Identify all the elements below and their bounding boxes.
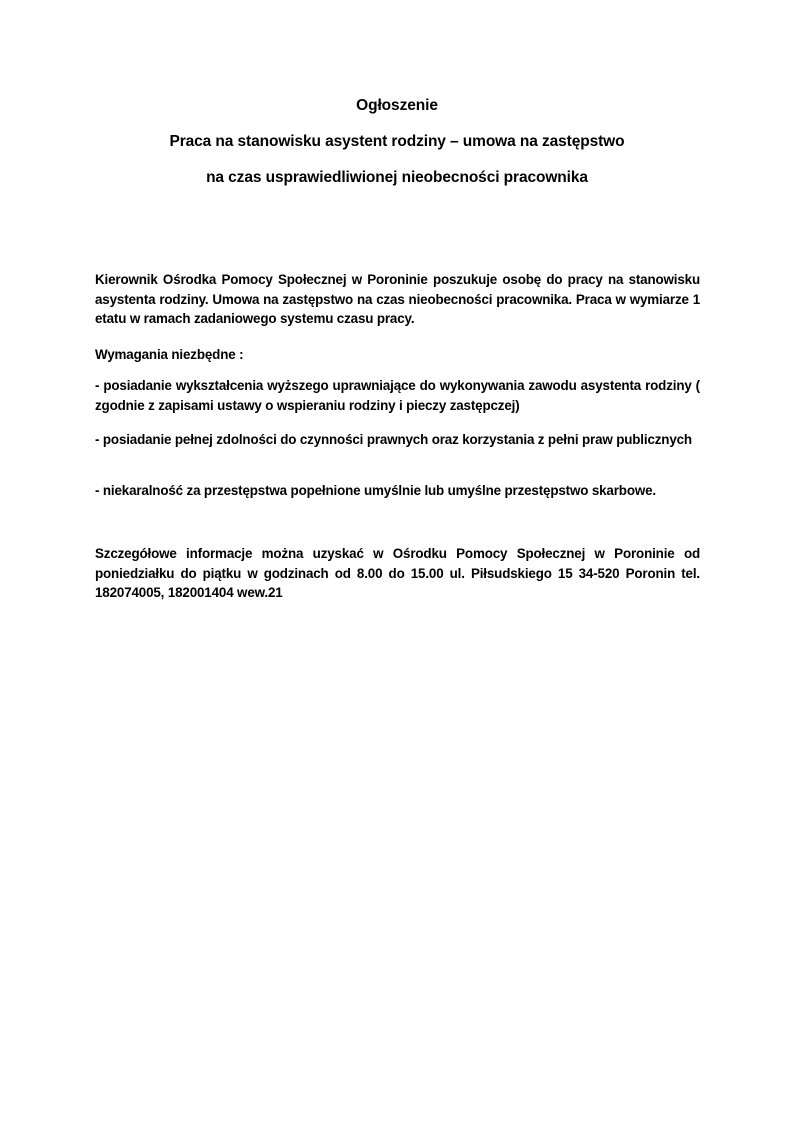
requirement-item: - posiadanie wykształcenia wyższego uprawniające do wykonywania zawodu asystenta rodziny ( zgodnie z zapisami ustawy o wspieraniu rodziny i pieczy zastępczej) [95,378,700,413]
requirement-item: - posiadanie pełnej zdolności do czynności prawnych oraz korzystania z pełni praw publicznych [95,432,692,447]
document-header [0,96,794,204]
requirements-heading: Wymagania niezbędne : [95,347,244,362]
contact-info-paragraph: Szczegółowe informacje można uzyskać w Ośrodku Pomocy Społecznej w Poroninie od poniedziałku do piątku w godzinach od 8.00 do 15.00 ul. Piłsudskiego 15 34-520 Poronin tel. 182074005, 182001404 wew.21 [95,546,700,600]
document-subtitle-line1: Praca na stanowisku asystent rodziny – umowa na zastępstwo [169,133,625,150]
document-subtitle-line2: na czas usprawiedliwionej nieobecności pracownika [206,169,588,186]
intro-paragraph: Kierownik Ośrodka Pomocy Społecznej w Poroninie poszukuje osobę do pracy na stanowisku asystenta rodziny. Umowa na zastępstwo na czas nieobecności pracownika. Praca w wymiarze 1 etatu w ramach zadaniowego systemu czasu pracy. [95,272,700,326]
requirement-item: - niekaralność za przestępstwa popełnione umyślnie lub umyślne przestępstwo skarbowe. [95,483,656,498]
document-title: Ogłoszenie [356,97,438,114]
